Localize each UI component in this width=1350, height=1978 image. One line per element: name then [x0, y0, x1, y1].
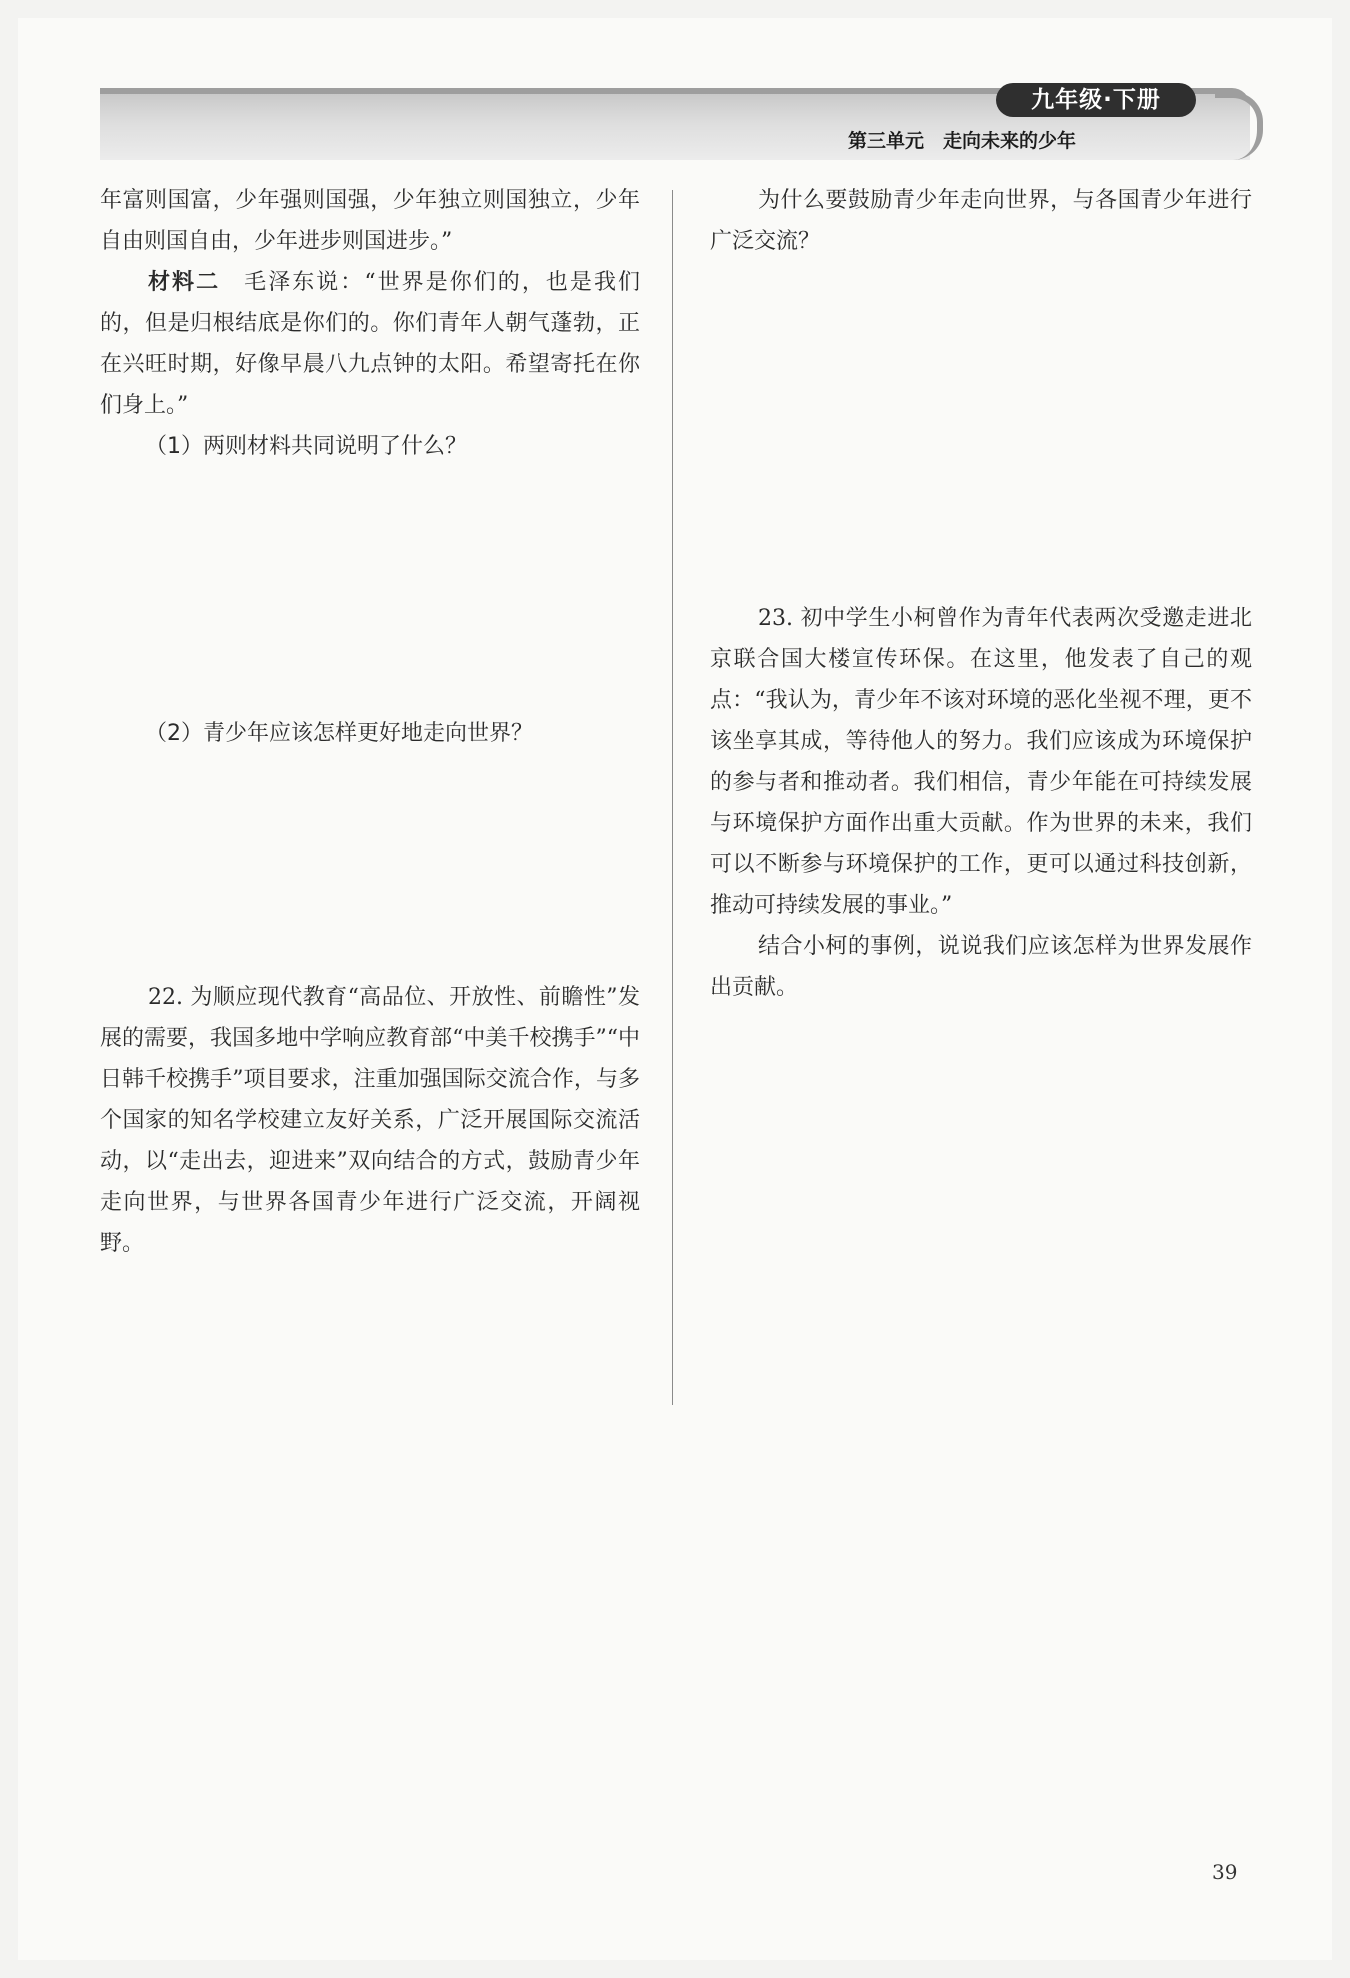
question-22-prompt: 为什么要鼓励青少年走向世界，与各国青少年进行广泛交流？	[710, 188, 1252, 254]
question-22: 22. 为顺应现代教育“高品位、开放性、前瞻性”发展的需要，我国多地中学响应教育部“中美千校携手”“中日韩千校携手”项目要求，注重加强国际交流合作，与多个国家的知名学校建立友好关系，广泛开展国际交流活动，以“走出去，迎进来”双向结合的方式，鼓励青少年走向世界，与世界各国青少年进行广泛交流，开阔视野。	[100, 985, 640, 1256]
answer-space-2	[100, 754, 640, 977]
left-column	[100, 180, 640, 1264]
question-2: （2）青少年应该怎样更好地走向世界？	[145, 721, 533, 746]
question-23-prompt: 结合小柯的事例，说说我们应该怎样为世界发展作出贡献。	[710, 934, 1252, 1000]
unit-title: 第三单元 走向未来的少年	[848, 130, 1077, 152]
page-number: 39	[1212, 1860, 1238, 1884]
grade-label: 九年级·下册	[996, 83, 1196, 117]
question-1: （1）两则材料共同说明了什么？	[145, 434, 467, 459]
answer-space-22	[710, 262, 1252, 598]
material2-paragraph	[100, 262, 640, 426]
material2-label: 材料二	[148, 270, 221, 295]
material1-tail: 年富则国富，少年强则国强，少年独立则国独立，少年自由则国自由，少年进步则国进步。”	[100, 188, 640, 254]
right-column	[710, 180, 1252, 1008]
column-divider	[672, 190, 673, 1405]
answer-space-1	[100, 467, 640, 713]
question-23: 23. 初中学生小柯曾作为青年代表两次受邀走进北京联合国大楼宣传环保。在这里，他发表了自己的观点：“我认为，青少年不该对环境的恶化坐视不理，更不该坐享其成，等待他人的努力。我们应该成为环境保护的参与者和推动者。我们相信，青少年能在可持续发展与环境保护方面作出重大贡献。作为世界的未来，我们可以不断参与环境保护的工作，更可以通过科技创新，推动可持续发展的事业。”	[710, 606, 1252, 918]
material2-text: 毛泽东说：“世界是你们的，也是我们的，但是归根结底是你们的。你们青年人朝气蓬勃，正在兴旺时期，好像早晨八九点钟的太阳。希望寄托在你们身上。”	[100, 270, 640, 418]
